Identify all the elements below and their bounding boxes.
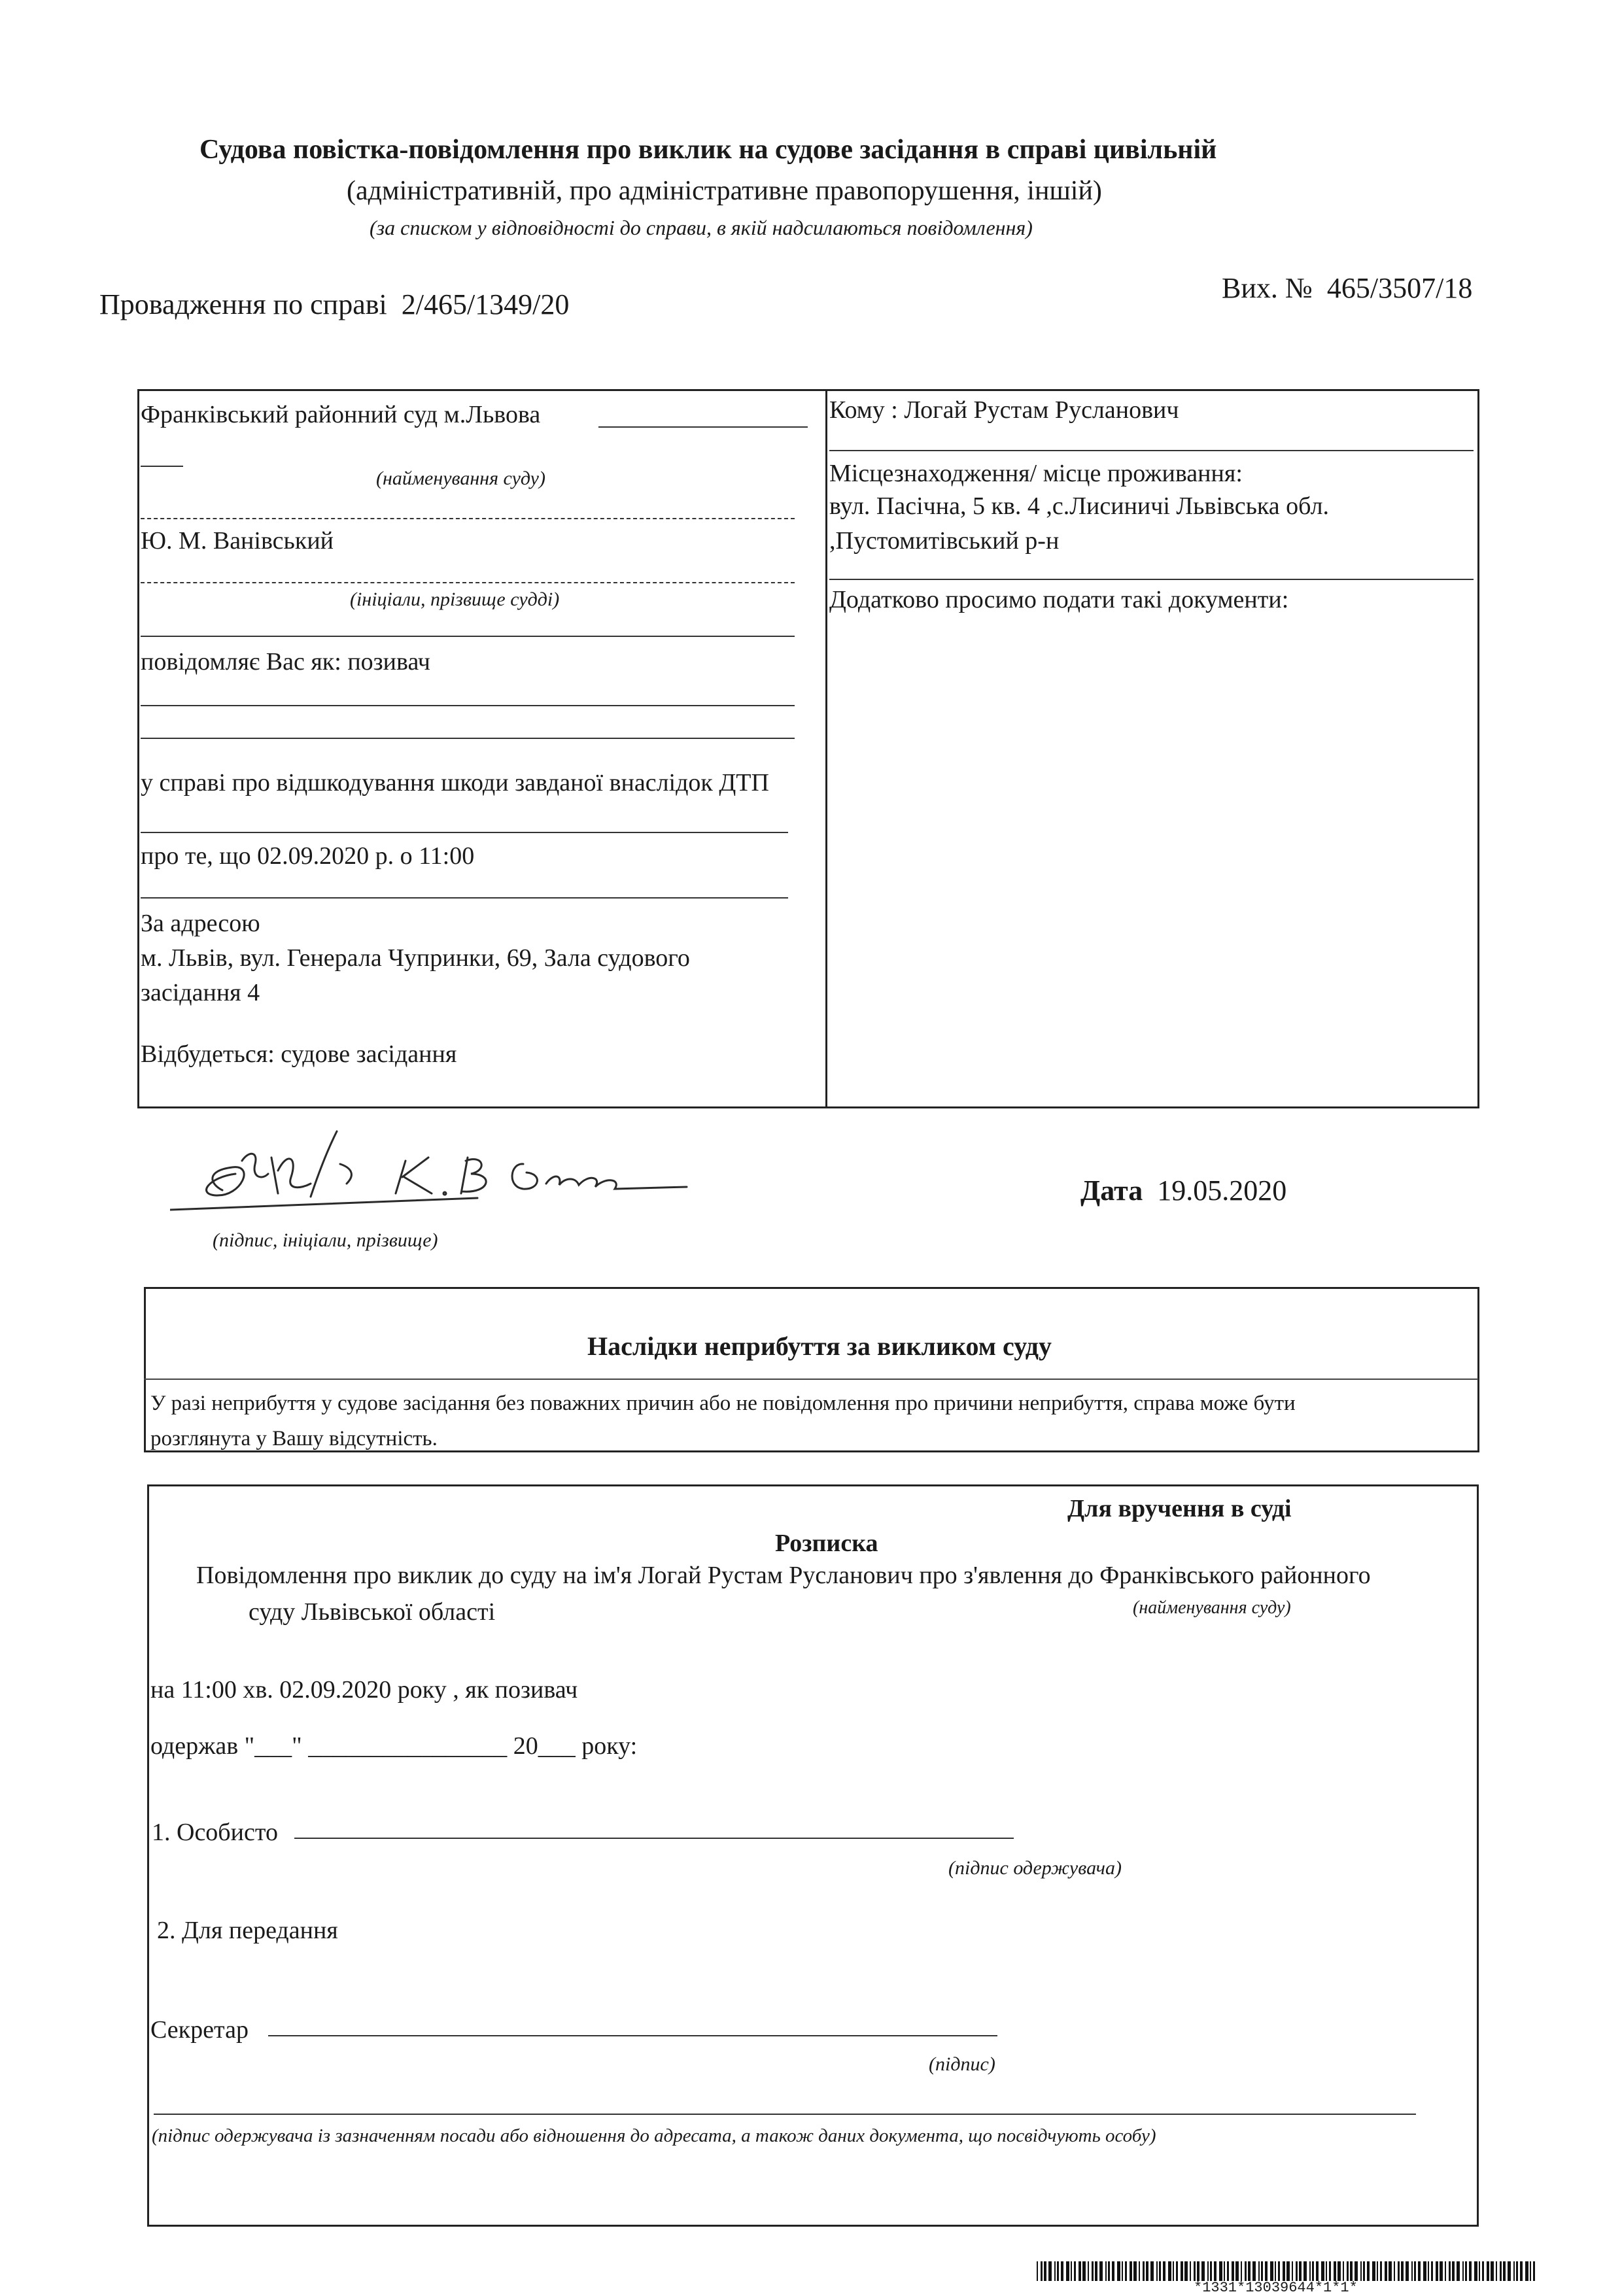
barcode-bar — [1389, 2261, 1392, 2281]
barcode-bar — [1299, 2261, 1302, 2281]
table-divider — [825, 389, 827, 1108]
barcode-bar — [1130, 2261, 1132, 2281]
receipt-court-caption: (найменування суду) — [1133, 1598, 1291, 1618]
barcode-bar — [1105, 2261, 1107, 2281]
barcode-bar — [1296, 2261, 1298, 2281]
barcode-bar — [1252, 2261, 1256, 2281]
barcode-bar — [1343, 2261, 1344, 2281]
barcode-bar — [1406, 2261, 1409, 2281]
case-label: Провадження по справі — [99, 288, 387, 320]
case-subject: у справі про відшкодування шкоди завданої внаслідок ДТП — [141, 769, 769, 797]
barcode-bar — [1372, 2261, 1375, 2281]
barcode-bar — [1316, 2261, 1319, 2281]
barcode-bar — [1224, 2261, 1225, 2281]
bottom-caption: (підпис одержувача із зазначенням посади або відношення до адресата, а також даних документа, що посвідчують особу) — [152, 2125, 1156, 2146]
barcode-bar — [1235, 2261, 1239, 2281]
barcode-bar — [1168, 2261, 1171, 2281]
date-value: 19.05.2020 — [1157, 1174, 1287, 1207]
barcode-bar — [1462, 2261, 1464, 2281]
barcode-bar — [1469, 2261, 1472, 2281]
barcode-bar — [1423, 2261, 1426, 2281]
barcode-bar — [1292, 2261, 1293, 2281]
barcode-bar — [1380, 2261, 1382, 2281]
location-line-1: вул. Пасічна, 5 кв. 4 ,с.Лисиничі Львівська обл. — [829, 492, 1330, 520]
barcode-bar — [1367, 2261, 1370, 2281]
barcode-bar — [1479, 2261, 1480, 2281]
barcode-bar — [1377, 2261, 1378, 2281]
barcode-bar — [1270, 2261, 1273, 2281]
barcode-bar — [1428, 2261, 1429, 2281]
barcode-bar — [1360, 2261, 1362, 2281]
barcode-bar — [1219, 2261, 1222, 2281]
barcode-bar — [1122, 2261, 1123, 2281]
barcode-bar — [1525, 2261, 1528, 2281]
consequences-title: Наслідки неприбуття за викликом суду — [587, 1331, 1052, 1361]
barcode-bar — [1436, 2261, 1438, 2281]
barcode-bar — [1037, 2261, 1038, 2281]
secretary-signature-line — [268, 2035, 997, 2036]
barcode-bar — [1082, 2261, 1086, 2281]
location-label: Місцезнаходження/ місце проживання: — [829, 460, 1243, 487]
issue-date — [1080, 1174, 1286, 1207]
personal-signature-line — [294, 1838, 1014, 1839]
barcode-bar — [1088, 2261, 1089, 2281]
barcode-bar — [1303, 2261, 1307, 2281]
receipt-title: Розписка — [775, 1530, 878, 1557]
barcode-bar — [1057, 2261, 1059, 2281]
address-label: За адресою — [141, 910, 260, 937]
barcode-bar — [1066, 2261, 1069, 2281]
barcode-bar — [1108, 2261, 1110, 2281]
barcode-bar — [1146, 2261, 1148, 2281]
barcode-bar — [1482, 2261, 1484, 2281]
personal-label: 1. Особисто — [152, 1819, 278, 1846]
barcode-bar — [1210, 2261, 1212, 2281]
barcode-bar — [1465, 2261, 1467, 2281]
barcode-bar — [1520, 2261, 1523, 2281]
case-number — [99, 288, 569, 321]
signature-image — [170, 1112, 706, 1229]
signature-text — [366, 1144, 370, 1145]
barcode-bar — [1452, 2261, 1455, 2281]
outgoing-value: 465/3507/18 — [1326, 272, 1473, 304]
receipt-time: на 11:00 хв. 02.09.2020 року , як позивач — [150, 1676, 578, 1704]
barcode-bar — [1363, 2261, 1365, 2281]
case-value: 2/465/1349/20 — [401, 288, 570, 320]
barcode-bar — [1491, 2261, 1494, 2281]
bottom-signature-line — [154, 2114, 1416, 2115]
barcode-bar — [1095, 2261, 1097, 2281]
barcode-bar — [1159, 2261, 1161, 2281]
received-date: одержав "___" ________________ 20___ року: — [150, 1732, 638, 1760]
barcode-bar — [1201, 2261, 1205, 2281]
barcode-bar — [1176, 2261, 1178, 2281]
barcode — [1037, 2261, 1540, 2281]
barcode-bar — [1181, 2261, 1183, 2281]
barcode-bar — [1487, 2261, 1489, 2281]
barcode-bar — [1350, 2261, 1353, 2281]
recipient: Кому : Логай Рустам Русланович — [829, 396, 1179, 424]
hearing-time: про те, що 02.09.2020 р. о 11:00 — [141, 842, 475, 870]
barcode-bar — [1078, 2261, 1081, 2281]
barcode-bar — [1457, 2261, 1460, 2281]
barcode-bar — [1312, 2261, 1314, 2281]
barcode-bar — [1074, 2261, 1076, 2281]
barcode-bar — [1394, 2261, 1395, 2281]
barcode-bar — [1275, 2261, 1276, 2281]
barcode-bar — [1337, 2261, 1341, 2281]
barcode-bar — [1232, 2261, 1234, 2281]
document-title: Судова повістка-повідомлення про виклик на судове засідання в справі цивільній — [199, 135, 1217, 165]
barcode-bar — [1385, 2261, 1387, 2281]
documents-request: Додатково просимо подати такі документи: — [829, 586, 1289, 613]
barcode-bar — [1112, 2261, 1114, 2281]
court-name: Франківський районний суд м.Львова — [141, 401, 541, 428]
date-label: Дата — [1080, 1174, 1143, 1207]
barcode-bar — [1278, 2261, 1280, 2281]
document-note: (за списком у відповідності до справи, в якій надсилаються повідомлення) — [370, 216, 1033, 239]
barcode-bar — [1286, 2261, 1290, 2281]
consequences-line-2: розглянута у Вашу відсутність. — [150, 1427, 438, 1450]
barcode-bar — [1474, 2261, 1477, 2281]
outgoing-label: Вих. № — [1222, 272, 1313, 304]
barcode-bar — [1139, 2261, 1140, 2281]
barcode-bar — [1041, 2261, 1043, 2281]
barcode-bar — [1156, 2261, 1158, 2281]
barcode-bar — [1261, 2261, 1263, 2281]
barcode-bar — [1150, 2261, 1154, 2281]
receipt-line-1: Повідомлення про виклик до суду на ім'я Логай Рустам Русланович про з'явлення до Франківського районного — [196, 1562, 1371, 1589]
barcode-bar — [1513, 2261, 1515, 2281]
barcode-bar — [1401, 2261, 1404, 2281]
barcode-bar — [1163, 2261, 1165, 2281]
barcode-bar — [1248, 2261, 1251, 2281]
event-type: Відбудеться: судове засідання — [141, 1040, 457, 1068]
barcode-bar — [1194, 2261, 1196, 2281]
barcode-bar — [1133, 2261, 1137, 2281]
for-court-label: Для вручення в суді — [1067, 1495, 1292, 1522]
receipt-box — [147, 1484, 1479, 2227]
barcode-bar — [1530, 2261, 1531, 2281]
barcode-bar — [1265, 2261, 1268, 2281]
barcode-bar — [1061, 2261, 1063, 2281]
barcode-bar — [1125, 2261, 1127, 2281]
barcode-bar — [1071, 2261, 1072, 2281]
barcode-bar — [1347, 2261, 1349, 2281]
barcode-bar — [1516, 2261, 1518, 2281]
signature-caption: (підпис, ініціали, прізвище) — [213, 1229, 438, 1251]
barcode-bar — [1309, 2261, 1311, 2281]
location-line-2: ,Пустомитівський р-н — [829, 527, 1060, 555]
barcode-bar — [1258, 2261, 1260, 2281]
barcode-bar — [1431, 2261, 1433, 2281]
barcode-bar — [1398, 2261, 1400, 2281]
barcode-bar — [1321, 2261, 1324, 2281]
barcode-bar — [1214, 2261, 1216, 2281]
barcode-bar — [1414, 2261, 1416, 2281]
barcode-bar — [1329, 2261, 1331, 2281]
barcode-bar — [1500, 2261, 1502, 2281]
court-caption: (найменування суду) — [376, 468, 545, 489]
barcode-bar — [1440, 2261, 1443, 2281]
secretary-label: Секретар — [150, 2016, 249, 2044]
barcode-bar — [1044, 2261, 1046, 2281]
barcode-bar — [1245, 2261, 1247, 2281]
outgoing-number — [1222, 271, 1472, 305]
barcode-bar — [1496, 2261, 1497, 2281]
document-subtitle: (адміністративній, про адміністративне правопорушення, іншій) — [347, 176, 1102, 206]
receipt-line-2: суду Львівської області — [249, 1598, 496, 1626]
judge-caption: (ініціали, прізвище судді) — [350, 589, 560, 610]
notify-as: повідомляє Вас як: позивач — [141, 648, 430, 676]
barcode-bar — [1503, 2261, 1506, 2281]
barcode-bar — [1190, 2261, 1191, 2281]
barcode-bar — [1418, 2261, 1421, 2281]
consequences-line-1: У разі неприбуття у судове засідання без поважних причин або не повідомлення про причини неприбуття, справа може бути — [150, 1392, 1296, 1415]
barcode-bar — [1533, 2261, 1535, 2281]
secretary-signature-caption: (підпис) — [929, 2053, 995, 2075]
barcode-bar — [1117, 2261, 1120, 2281]
address-line-2: засідання 4 — [141, 979, 260, 1006]
barcode-bar — [1334, 2261, 1336, 2281]
barcode-bar — [1184, 2261, 1188, 2281]
barcode-bar — [1197, 2261, 1199, 2281]
barcode-bar — [1326, 2261, 1327, 2281]
judge-name: Ю. М. Ванівський — [141, 527, 334, 555]
transfer-label: 2. Для передання — [157, 1917, 338, 1944]
barcode-bar — [1054, 2261, 1056, 2281]
barcode-bar — [1143, 2261, 1145, 2281]
recipient-signature-caption: (підпис одержувача) — [948, 1857, 1122, 1879]
barcode-bar — [1283, 2261, 1285, 2281]
barcode-bar — [1445, 2261, 1446, 2281]
address-line-1: м. Львів, вул. Генерала Чупринки, 69, Зала судового — [141, 944, 690, 972]
barcode-bar — [1355, 2261, 1358, 2281]
barcode-bar — [1508, 2261, 1511, 2281]
barcode-bar — [1227, 2261, 1229, 2281]
barcode-bar — [1449, 2261, 1451, 2281]
barcode-bar — [1411, 2261, 1413, 2281]
barcode-text: *1331*13039644*1*1* — [1194, 2280, 1358, 2296]
barcode-bar — [1207, 2261, 1209, 2281]
barcode-bar — [1173, 2261, 1174, 2281]
barcode-bar — [1241, 2261, 1242, 2281]
barcode-bar — [1092, 2261, 1094, 2281]
barcode-bar — [1099, 2261, 1103, 2281]
barcode-bar — [1048, 2261, 1052, 2281]
